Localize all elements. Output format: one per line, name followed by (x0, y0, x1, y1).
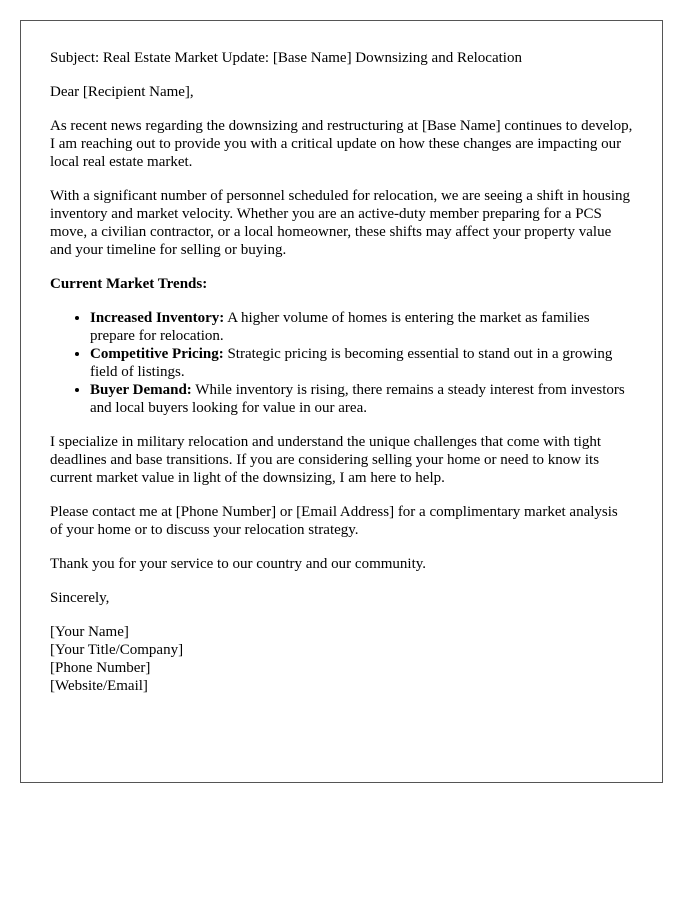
trend-title: Increased Inventory: (90, 310, 225, 326)
trend-text: A higher volume of homes is entering the market as families prepare for relocation. (90, 310, 590, 344)
trend-text: Strategic pricing is becoming essential to stand out in a growing field of listings. (90, 346, 613, 380)
contact-paragraph: Please contact me at [Phone Number] or [Email Address] for a complimentary market analysis of your home or to discuss your relocation strategy. (50, 504, 618, 538)
list-item (90, 345, 633, 381)
signature-title: [Your Title/Company] (50, 642, 184, 658)
trend-title: Buyer Demand: (90, 382, 192, 398)
signature-phone: [Phone Number] (50, 660, 151, 676)
signature-block (50, 623, 633, 695)
specialty-paragraph: I specialize in military relocation and understand the unique challenges that come with tight deadlines and base transitions. If you are considering selling your home or need to know its current market value in light of the downsizing, I am here to help. (50, 434, 602, 486)
relocation-paragraph: With a significant number of personnel scheduled for relocation, we are seeing a shift in housing inventory and market velocity. Whether you are an active-duty member preparing for a PCS move, a civilian contractor, or a local homeowner, these shifts may affect your property value and your timeline for selling or buying. (50, 188, 631, 258)
trend-text: While inventory is rising, there remains a steady interest from investors and local buyers looking for value in our area. (90, 382, 625, 416)
letter (20, 20, 663, 783)
trends-heading-text: Current Market Trends: (50, 276, 208, 292)
list-item (90, 381, 633, 417)
signature-website: [Website/Email] (50, 678, 148, 694)
greeting: Dear [Recipient Name], (50, 84, 194, 100)
signature-name: [Your Name] (50, 624, 129, 640)
trends-list (50, 309, 633, 417)
subject-line: Subject: Real Estate Market Update: [Base Name] Downsizing and Relocation (50, 50, 522, 66)
thanks-paragraph: Thank you for your service to our country and our community. (50, 556, 427, 572)
list-item (90, 309, 633, 345)
trends-heading (50, 275, 633, 293)
trend-title: Competitive Pricing: (90, 346, 224, 362)
signoff: Sincerely, (50, 590, 110, 606)
intro-paragraph: As recent news regarding the downsizing and restructuring at [Base Name] continues to develop, I am reaching out to provide you with a critical update on how these changes are impacting our local real estate market. (50, 118, 633, 170)
